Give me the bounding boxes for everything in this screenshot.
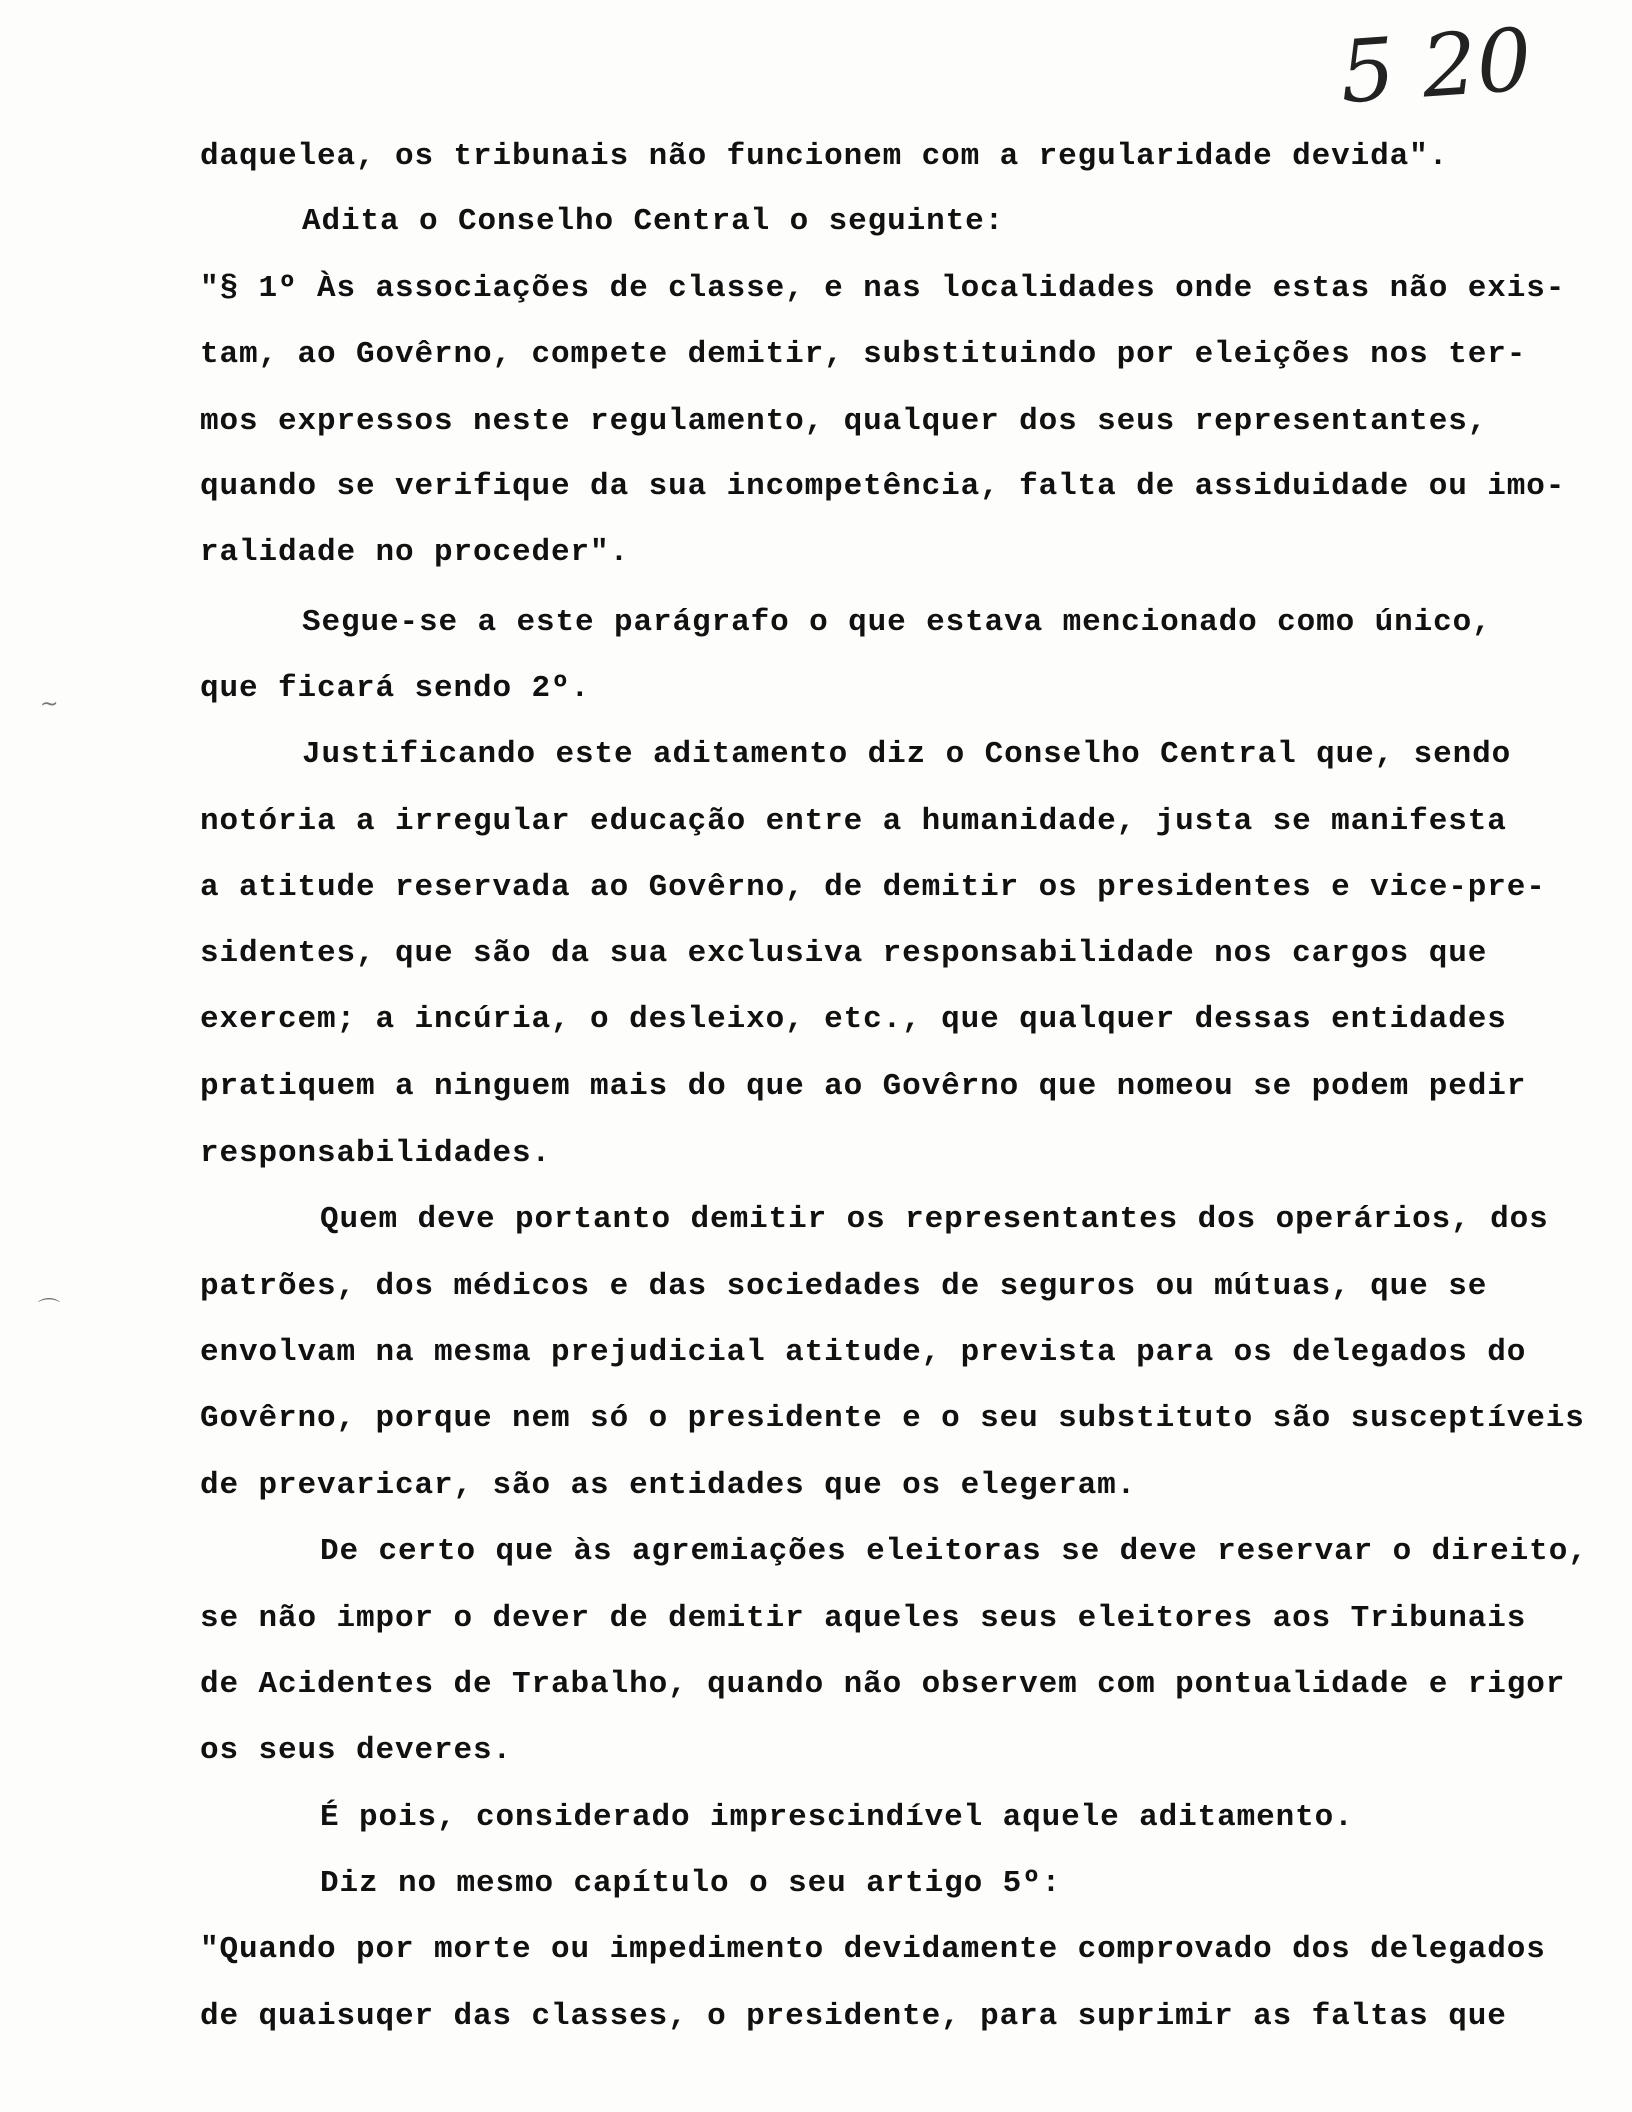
text-line-16: responsabilidades.: [200, 1136, 552, 1171]
text-line-12: a atitude reservada ao Govêrno, de demitir os presidentes e vice-pre-: [200, 870, 1546, 905]
text-line-28: "Quando por morte ou impedimento devidamente comprovado dos delegados: [200, 1932, 1546, 1967]
text-line-17: Quem deve portanto demitir os representantes dos operários, dos: [320, 1202, 1549, 1237]
text-line-6: quando se verifique da sua incompetência, falta de assiduidade ou imo-: [200, 469, 1566, 504]
text-line-22: De certo que às agremiações eleitoras se deve reservar o direito,: [320, 1534, 1588, 1569]
text-line-18: patrões, dos médicos e das sociedades de seguros ou mútuas, que se: [200, 1269, 1488, 1304]
text-line-29: de quaisuqer das classes, o presidente, para suprimir as faltas que: [200, 1999, 1507, 2034]
text-line-9: que ficará sendo 2º.: [200, 671, 591, 706]
text-line-24: de Acidentes de Trabalho, quando não observem com pontualidade e rigor: [200, 1667, 1566, 1702]
text-line-7: ralidade no proceder".: [200, 535, 630, 570]
text-line-10: Justificando este aditamento diz o Conselho Central que, sendo: [302, 737, 1512, 772]
text-line-13: sidentes, que são da sua exclusiva responsabilidade nos cargos que: [200, 936, 1488, 971]
text-line-26: É pois, considerado imprescindível aquele aditamento.: [320, 1800, 1354, 1835]
handwritten-page-number: 5 20: [1336, 10, 1535, 124]
text-line-8: Segue-se a este parágrafo o que estava mencionado como único,: [302, 605, 1492, 640]
text-line-2: Adita o Conselho Central o seguinte:: [302, 204, 1005, 239]
scan-mark: ⌒: [38, 1298, 61, 1323]
text-line-3: "§ 1º Às associações de classe, e nas localidades onde estas não exis-: [200, 271, 1566, 306]
text-line-20: Govêrno, porque nem só o presidente e o seu substituto são susceptíveis: [200, 1401, 1585, 1436]
text-line-11: notória a irregular educação entre a humanidade, justa se manifesta: [200, 804, 1507, 839]
text-line-25: os seus deveres.: [200, 1733, 513, 1768]
text-line-21: de prevaricar, são as entidades que os elegeram.: [200, 1468, 1137, 1503]
text-line-4: tam, ao Govêrno, compete demitir, substituindo por eleições nos ter-: [200, 337, 1527, 372]
text-line-19: envolvam na mesma prejudicial atitude, prevista para os delegados do: [200, 1335, 1527, 1370]
text-line-15: pratiquem a ninguem mais do que ao Govêrno que nomeou se podem pedir: [200, 1069, 1527, 1104]
text-line-1: daquelea, os tribunais não funcionem com a regularidade devida".: [200, 139, 1449, 174]
text-line-14: exercem; a incúria, o desleixo, etc., que qualquer dessas entidades: [200, 1002, 1507, 1037]
text-line-23: se não impor o dever de demitir aqueles seus eleitores aos Tribunais: [200, 1601, 1527, 1636]
scan-mark: ~: [40, 692, 59, 717]
text-line-5: mos expressos neste regulamento, qualquer dos seus representantes,: [200, 404, 1488, 439]
text-line-27: Diz no mesmo capítulo o seu artigo 5º:: [320, 1866, 1062, 1901]
